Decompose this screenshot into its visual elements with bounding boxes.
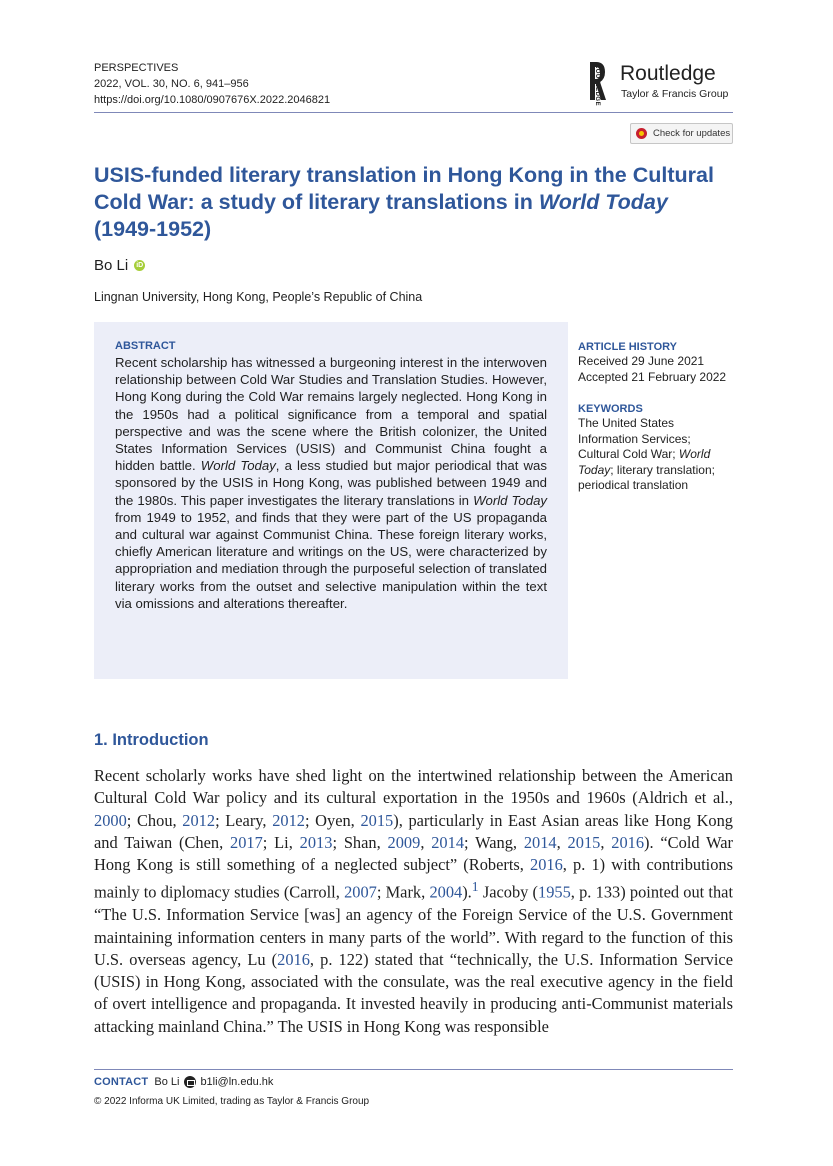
journal-name: PERSPECTIVES — [94, 62, 179, 74]
footnote-ref[interactable]: 1 — [471, 879, 479, 895]
article-history-label: ARTICLE HISTORY — [578, 341, 678, 353]
citation-link[interactable]: 2014 — [523, 832, 557, 852]
body-text: Recent scholarly works have shed light on the intertwined relationship between the American Cultural Cold War policy and its cultural exportation in the 1950s and 1960s (Aldrich et al., — [94, 766, 733, 808]
check-for-updates-label: Check for updates — [653, 128, 731, 139]
journal-info — [94, 60, 330, 108]
abstract-text — [115, 354, 547, 612]
contact-email[interactable]: b1li@ln.edu.hk — [200, 1076, 274, 1088]
affiliation: Lingnan University, Hong Kong, People’s Republic of China — [94, 290, 423, 304]
contact-label: CONTACT — [94, 1076, 149, 1088]
body-text: , p. 122) stated that “technically, the U.S. Information Service (USIS) in Hong Kong, associated with the consulate, was the real executive agency in the field of overt intelligence and propaganda. It invested heavily in producing anti-Communist materials attacking mainland China.” The USIS in Hong Kong was responsible — [94, 949, 733, 1036]
citation-link[interactable]: 2015 — [360, 810, 394, 830]
keywords-italic: World Today — [578, 447, 711, 477]
check-for-updates-button[interactable] — [630, 123, 733, 144]
citation-link[interactable]: 2013 — [299, 832, 333, 852]
publisher-logo — [584, 58, 744, 107]
citation-link[interactable]: 2012 — [272, 810, 305, 830]
title-line-2 — [94, 189, 754, 216]
body-text: ; Shan, — [332, 832, 388, 852]
citation-link[interactable]: 2014 — [431, 832, 465, 852]
contact-line — [94, 1076, 273, 1088]
abstract-part-3: from 1949 to 1952, and finds that they were part of the US propaganda and cultural war against Communist China. These foreign literary works, chiefly American literature and writings on the US, were characterized by appropriation and mediation through the purposeful selection of translated literary works from the outset and selective manipulation within the text via omissions and alterations thereafter. — [115, 509, 547, 611]
body-text: ). “Cold War Hong Kong is still something of a neglected subject” (Roberts, — [94, 832, 733, 875]
keywords-label: KEYWORDS — [578, 403, 643, 415]
keywords-part-1: The United States Information Services; Cultural Cold War; — [578, 416, 691, 461]
citation-link[interactable]: 2009 — [387, 832, 421, 852]
journal-doi[interactable]: https://doi.org/10.1080/0907676X.2022.2046821 — [94, 94, 331, 106]
title-line-3: (1949-1952) — [94, 217, 212, 241]
keywords-text — [578, 416, 730, 494]
author-line — [94, 257, 145, 274]
body-text: ; Li, — [262, 832, 300, 852]
abstract-label: ABSTRACT — [115, 340, 176, 352]
citation-link[interactable]: 2017 — [230, 832, 263, 852]
title-line-2-text: Cold War: a study of literary translations in — [94, 190, 539, 214]
section-heading-introduction: 1. Introduction — [94, 731, 209, 749]
footer-divider — [94, 1069, 733, 1070]
abstract-part-1: Recent scholarship has witnessed a burgeoning interest in the interwoven relationship between Cold War Studies and Translation Studies. However, Hong Kong during the Cold War remains largely neglected. Hong Kong in the 1950s had a political significance from a temporal and spatial perspective and was the scene where the British colonizer, the United States Information Services (USIS) and Communist China fought a hidden battle. — [115, 355, 547, 474]
body-text: , p. 1) with contributions mainly to diplomacy studies (Carroll, — [94, 855, 734, 902]
received-date: Received 29 June 2021 — [578, 354, 705, 368]
citation-link[interactable]: 2007 — [344, 882, 377, 902]
citation-link[interactable]: 2004 — [429, 882, 463, 902]
crossmark-icon — [636, 128, 647, 139]
email-icon — [184, 1076, 196, 1088]
keywords — [578, 402, 730, 494]
abstract-part-2: , a less studied but major periodical that was sponsored by the USIS in Hong Kong, was published between 1949 and the 1980s. This paper investigates the literary translations in — [115, 458, 547, 508]
publisher-name: Routledge — [620, 62, 716, 85]
citation-link[interactable]: 2000 — [94, 810, 127, 830]
introduction-paragraph — [94, 765, 733, 1038]
copyright: © 2022 Informa UK Limited, trading as Taylor & Francis Group — [94, 1096, 370, 1107]
body-text: ; Leary, — [215, 810, 273, 830]
header-divider — [94, 112, 733, 113]
title-line-1: USIS-funded literary translation in Hong Kong in the Cultural — [94, 163, 714, 187]
title-italic: World Today — [538, 190, 668, 214]
article-title — [94, 162, 754, 243]
body-text: ; Oyen, — [304, 810, 361, 830]
body-text: ), particularly in East Asian areas like Hong Kong and Taiwan (Chen, — [94, 810, 733, 852]
body-text: , — [600, 832, 612, 852]
citation-link[interactable]: 1955 — [538, 882, 571, 902]
citation-link[interactable]: 2016 — [530, 855, 563, 875]
citation-link[interactable]: 2016 — [277, 949, 310, 969]
body-text: ). — [462, 882, 472, 902]
body-text: , — [556, 832, 568, 852]
keywords-part-2: ; literary translation; periodical translation — [578, 462, 715, 492]
body-text: ; Wang, — [464, 832, 524, 852]
body-text: Jacoby ( — [478, 882, 539, 902]
publisher-vertical-text: ROUTLEDGE — [594, 63, 601, 107]
contact-name: Bo Li — [154, 1076, 180, 1088]
orcid-icon[interactable]: iD — [136, 262, 144, 269]
citation-link[interactable]: 2016 — [611, 832, 645, 852]
body-text: ; Chou, — [126, 810, 183, 830]
body-text: , p. 133) pointed out that “The U.S. Information Service [was] an agency of the Foreign Service of the U.S. Government maintaining information centers in many parts of the world”. With regard to the function of this U.S. overseas agency, Lu ( — [94, 882, 733, 969]
abstract-italic-1: World Today — [200, 458, 276, 474]
body-text: ; Mark, — [376, 882, 430, 902]
journal-volume: 2022, VOL. 30, NO. 6, 941–956 — [94, 78, 249, 90]
abstract-italic-2: World Today — [473, 492, 547, 508]
author-name[interactable]: Bo Li — [94, 257, 129, 274]
citation-link[interactable]: 2015 — [567, 832, 601, 852]
accepted-date: Accepted 21 February 2022 — [578, 369, 727, 384]
article-history — [578, 340, 728, 385]
body-text: , — [420, 832, 432, 852]
publisher-subtitle: Taylor & Francis Group — [621, 88, 729, 100]
citation-link[interactable]: 2012 — [182, 810, 216, 830]
